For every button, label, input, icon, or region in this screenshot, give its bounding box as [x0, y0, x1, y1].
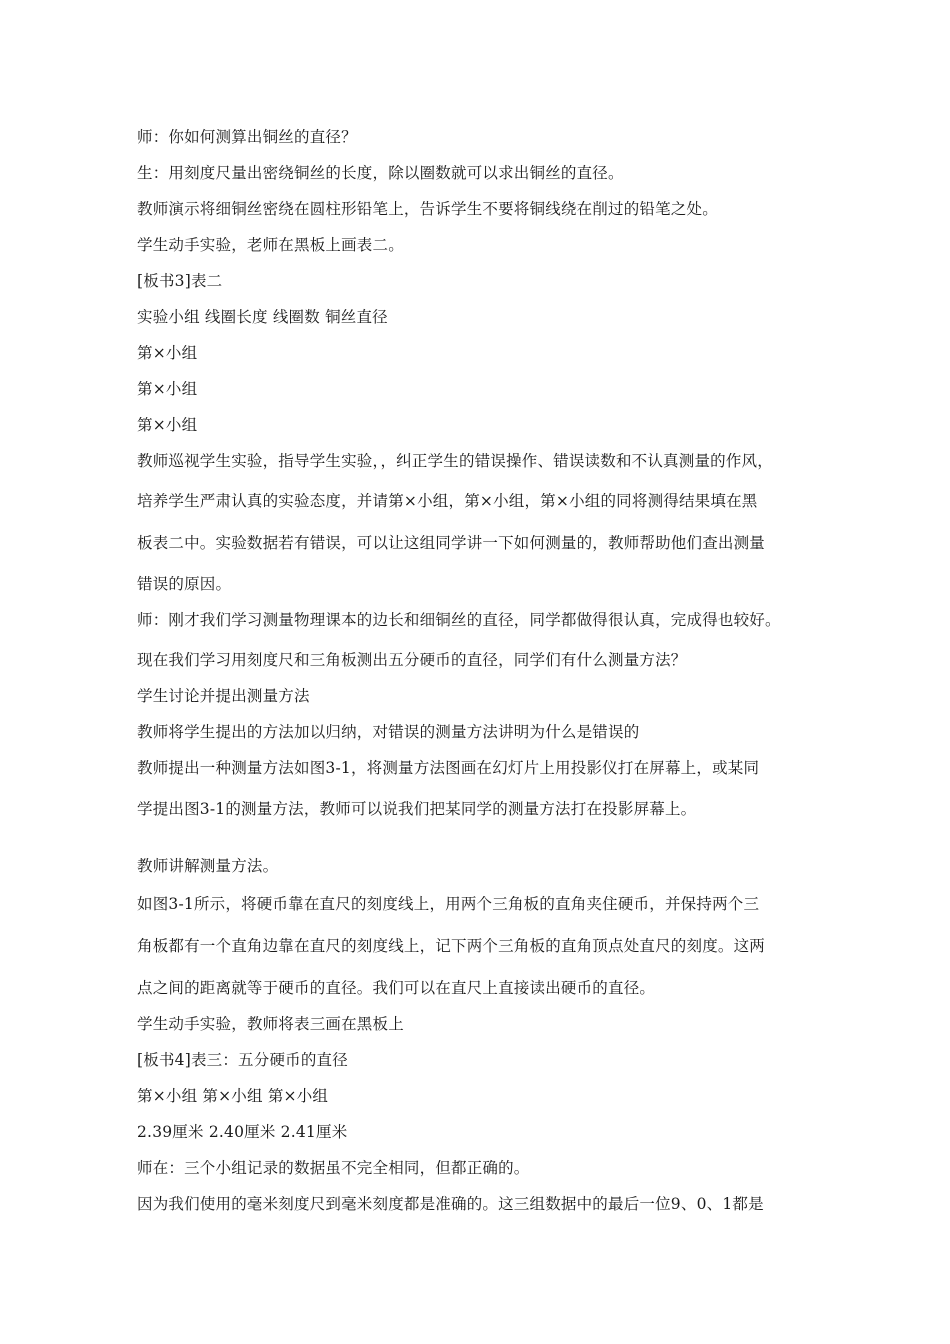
- text-line: 教师将学生提出的方法加以归纳，对错误的测量方法讲明为什么是错误的: [137, 723, 640, 741]
- table-row: 第×小组: [137, 380, 198, 398]
- text-line: 教师巡视学生实验，指导学生实验，，纠正学生的错误操作、错误读数和不认真测量的作风，: [137, 452, 773, 470]
- text-line: 因为我们使用的毫米刻度尺到毫米刻度都是准确的。这三组数据中的最后一位9、0、1都是: [137, 1195, 764, 1213]
- text-line: 师：刚才我们学习测量物理课本的边长和细铜丝的直径，同学都做得很认真，完成得也较好。: [137, 611, 781, 629]
- text-line: 教师讲解测量方法。: [137, 857, 279, 875]
- text-line: 师在：三个小组记录的数据虽不完全相同，但都正确的。: [137, 1159, 530, 1177]
- text-line: 点之间的距离就等于硬币的直径。我们可以在直尺上直接读出硬币的直径。: [137, 979, 656, 997]
- text-line: 学生讨论并提出测量方法: [137, 687, 310, 705]
- table-header: 实验小组 线圈长度 线圈数 铜丝直径: [137, 308, 388, 326]
- text-line: 学生动手实验，教师将表三画在黑板上: [137, 1015, 404, 1033]
- text-line: 生：用刻度尺量出密绕铜丝的长度，除以圈数就可以求出铜丝的直径。: [137, 164, 624, 182]
- text-line: 板表二中。实验数据若有错误，可以让这组同学讲一下如何测量的，教师帮助他们查出测量: [137, 534, 766, 552]
- text-line: 现在我们学习用刻度尺和三角板测出五分硬币的直径，同学们有什么测量方法？: [137, 651, 687, 669]
- table-row: 第×小组: [137, 344, 198, 362]
- text-line: 教师提出一种测量方法如图3-1，将测量方法图画在幻灯片上用投影仪打在屏幕上，或某同: [137, 759, 760, 777]
- text-line: 教师演示将细铜丝密绕在圆柱形铅笔上，告诉学生不要将铜线绕在削过的铅笔之处。: [137, 200, 718, 218]
- table-row: 2.39厘米 2.40厘米 2.41厘米: [137, 1123, 348, 1141]
- text-line: 错误的原因。: [137, 575, 232, 593]
- table-row: 第×小组: [137, 416, 198, 434]
- text-line: 如图3-1所示，将硬币靠在直尺的刻度线上，用两个三角板的直角夹住硬币，并保持两个三: [137, 895, 760, 913]
- text-line: 角板都有一个直角边靠在直尺的刻度线上，记下两个三角板的直角顶点处直尺的刻度。这两: [137, 937, 766, 955]
- table-header: 第×小组 第×小组 第×小组: [137, 1087, 329, 1105]
- text-line: 师：你如何测算出铜丝的直径？: [137, 128, 357, 146]
- text-line: [板书4]表三：五分硬币的直径: [137, 1051, 348, 1069]
- text-line: 学提出图3-1的测量方法，教师可以说我们把某同学的测量方法打在投影屏幕上。: [137, 800, 697, 818]
- text-line: [板书3]表二: [137, 272, 223, 290]
- text-line: 培养学生严肃认真的实验态度，并请第×小组，第×小组，第×小组的同将测得结果填在黑: [137, 492, 758, 510]
- text-line: 学生动手实验，老师在黑板上画表二。: [137, 236, 404, 254]
